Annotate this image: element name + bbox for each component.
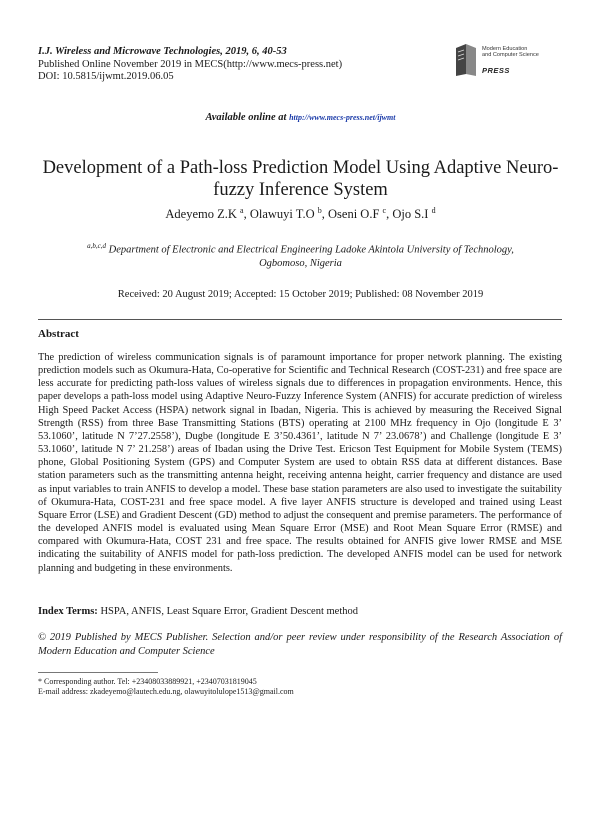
index-terms bbox=[38, 606, 358, 617]
author-sup: d bbox=[431, 206, 436, 215]
available-label: Available online at bbox=[205, 112, 290, 123]
footnote-divider bbox=[38, 672, 158, 673]
book-icon bbox=[452, 42, 480, 78]
affiliation-sup: a,b,c,d bbox=[87, 242, 106, 250]
available-online bbox=[0, 112, 601, 123]
footnote bbox=[38, 677, 294, 697]
journal-link[interactable]: http://www.mecs-press.net/ijwmt bbox=[289, 113, 396, 122]
affiliation bbox=[60, 240, 541, 270]
author-name: Ojo S.I bbox=[392, 207, 429, 222]
paper-title bbox=[40, 157, 561, 201]
logo-line-2: and Computer Science bbox=[482, 52, 539, 59]
author-sup: a bbox=[240, 206, 244, 215]
affiliation-line-1: Department of Electronic and Electrical Engineering Ladoke Akintola University of Technology, bbox=[108, 244, 514, 256]
abstract-body: The prediction of wireless communication signals is of paramount importance for proper network planning. The existing prediction models such as Okumura-Hata, Co-operative for Scientific and Technical Research (COST-231) and free space are less accurate for predicting path-loss values of wireless signals due to differences in propagation environments. Hence, this paper develops a path-loss model using Adaptive Neuro-Fuzzy Inference System (ANFIS) for accurate prediction of wireless High Speed Packet Access (HSPA) network signal in Ibadan, Nigeria. This is achieved by measuring the Received Signal Strength (RSS) from three Base Transmitting Stations (BTS) operating at 2100 MHz frequency in Ojo (longitude E 3’ 53.1060’, latitude N 7’27.2558’), Dugbe (longitude E 3’50.4361’, latitude N 7’ 23.0678’) and Challenge (longitude E 3’ 53.1060’, latitude N 7’ 21.258’) areas of Ibadan using the Drive Test. Ericson Test Equipment for Mobile System (TEMS) phone, Global Positioning System (GPS) and Computer System are used to obtain RSS data at different distances. Base station parameters such as the transmitting antenna height, receiving antenna height, carrier frequency and distance are used as input variables to train ANFIS to develop a model. These base station parameters are also used to investigate the suitability of Okumura-Hata, COST-231 and free space model. A five layer ANFIS structure is developed and trained using Least Square Error (LSE) and Gradient Descent (GD) method to adjust the consequent and premise parameters. The performance of the developed ANFIS model is evaluated using Mean Square Error (MSE) and Root Mean Square Error (RMSE) and compared with Okumura-Hata, COST 231 and free space. The results obtained for ANFIS give lower RMSE and MSE indicating the suitability of ANFIS model for path-loss prediction. The developed ANFIS model can be used for network planning and budgeting in these environments. bbox=[38, 352, 562, 574]
top-divider bbox=[38, 319, 562, 320]
title-line-1: Development of a Path-loss Prediction Model Using Adaptive Neuro- bbox=[42, 158, 559, 178]
publisher-logo bbox=[452, 40, 562, 80]
author-name: Oseni O.F bbox=[328, 207, 380, 222]
author-list: Adeyemo Z.K $^a$, Olawuyi T.O $^b$, Oseni O.F $^c$, Ojo S.I $^d$ bbox=[165, 206, 436, 222]
author-sup: c bbox=[382, 206, 387, 215]
corresponding-author: * Corresponding author. Tel: +23408033889921, +23407031819045 bbox=[38, 677, 257, 686]
index-terms-label: Index Terms: bbox=[38, 606, 98, 617]
author-name: Olawuyi T.O bbox=[249, 207, 315, 222]
journal-volume: 2019, 6, 40-53 bbox=[222, 46, 287, 57]
abstract-heading: Abstract bbox=[38, 328, 79, 340]
doi-line: DOI: 10.5815/ijwmt.2019.06.05 bbox=[38, 71, 174, 82]
published-line: Published Online November 2019 in MECS(http://www.mecs-press.net) bbox=[38, 58, 343, 70]
logo-line-1: Modern Education bbox=[482, 46, 528, 52]
index-terms-value: HSPA, ANFIS, Least Square Error, Gradient Descent method bbox=[97, 606, 359, 617]
author-name: Adeyemo Z.K bbox=[165, 207, 237, 222]
journal-header bbox=[38, 46, 342, 84]
logo-press: PRESS bbox=[482, 66, 510, 75]
copyright-notice: © 2019 Published by MECS Publisher. Selection and/or peer review under responsibility of the Research Association of Modern Education and Computer Science bbox=[38, 632, 562, 657]
author-sup: b bbox=[317, 206, 322, 215]
journal-title: I.J. Wireless and Microwave Technologies, bbox=[38, 46, 223, 57]
title-line-2: fuzzy Inference System bbox=[213, 180, 388, 200]
author-emails: E-mail address: zkadeyemo@lautech.edu.ng, olawuyitolulope1513@gmail.com bbox=[38, 687, 294, 696]
affiliation-line-2: Ogbomoso, Nigeria bbox=[259, 257, 342, 269]
publication-dates: Received: 20 August 2019; Accepted: 15 October 2019; Published: 08 November 2019 bbox=[117, 289, 484, 300]
